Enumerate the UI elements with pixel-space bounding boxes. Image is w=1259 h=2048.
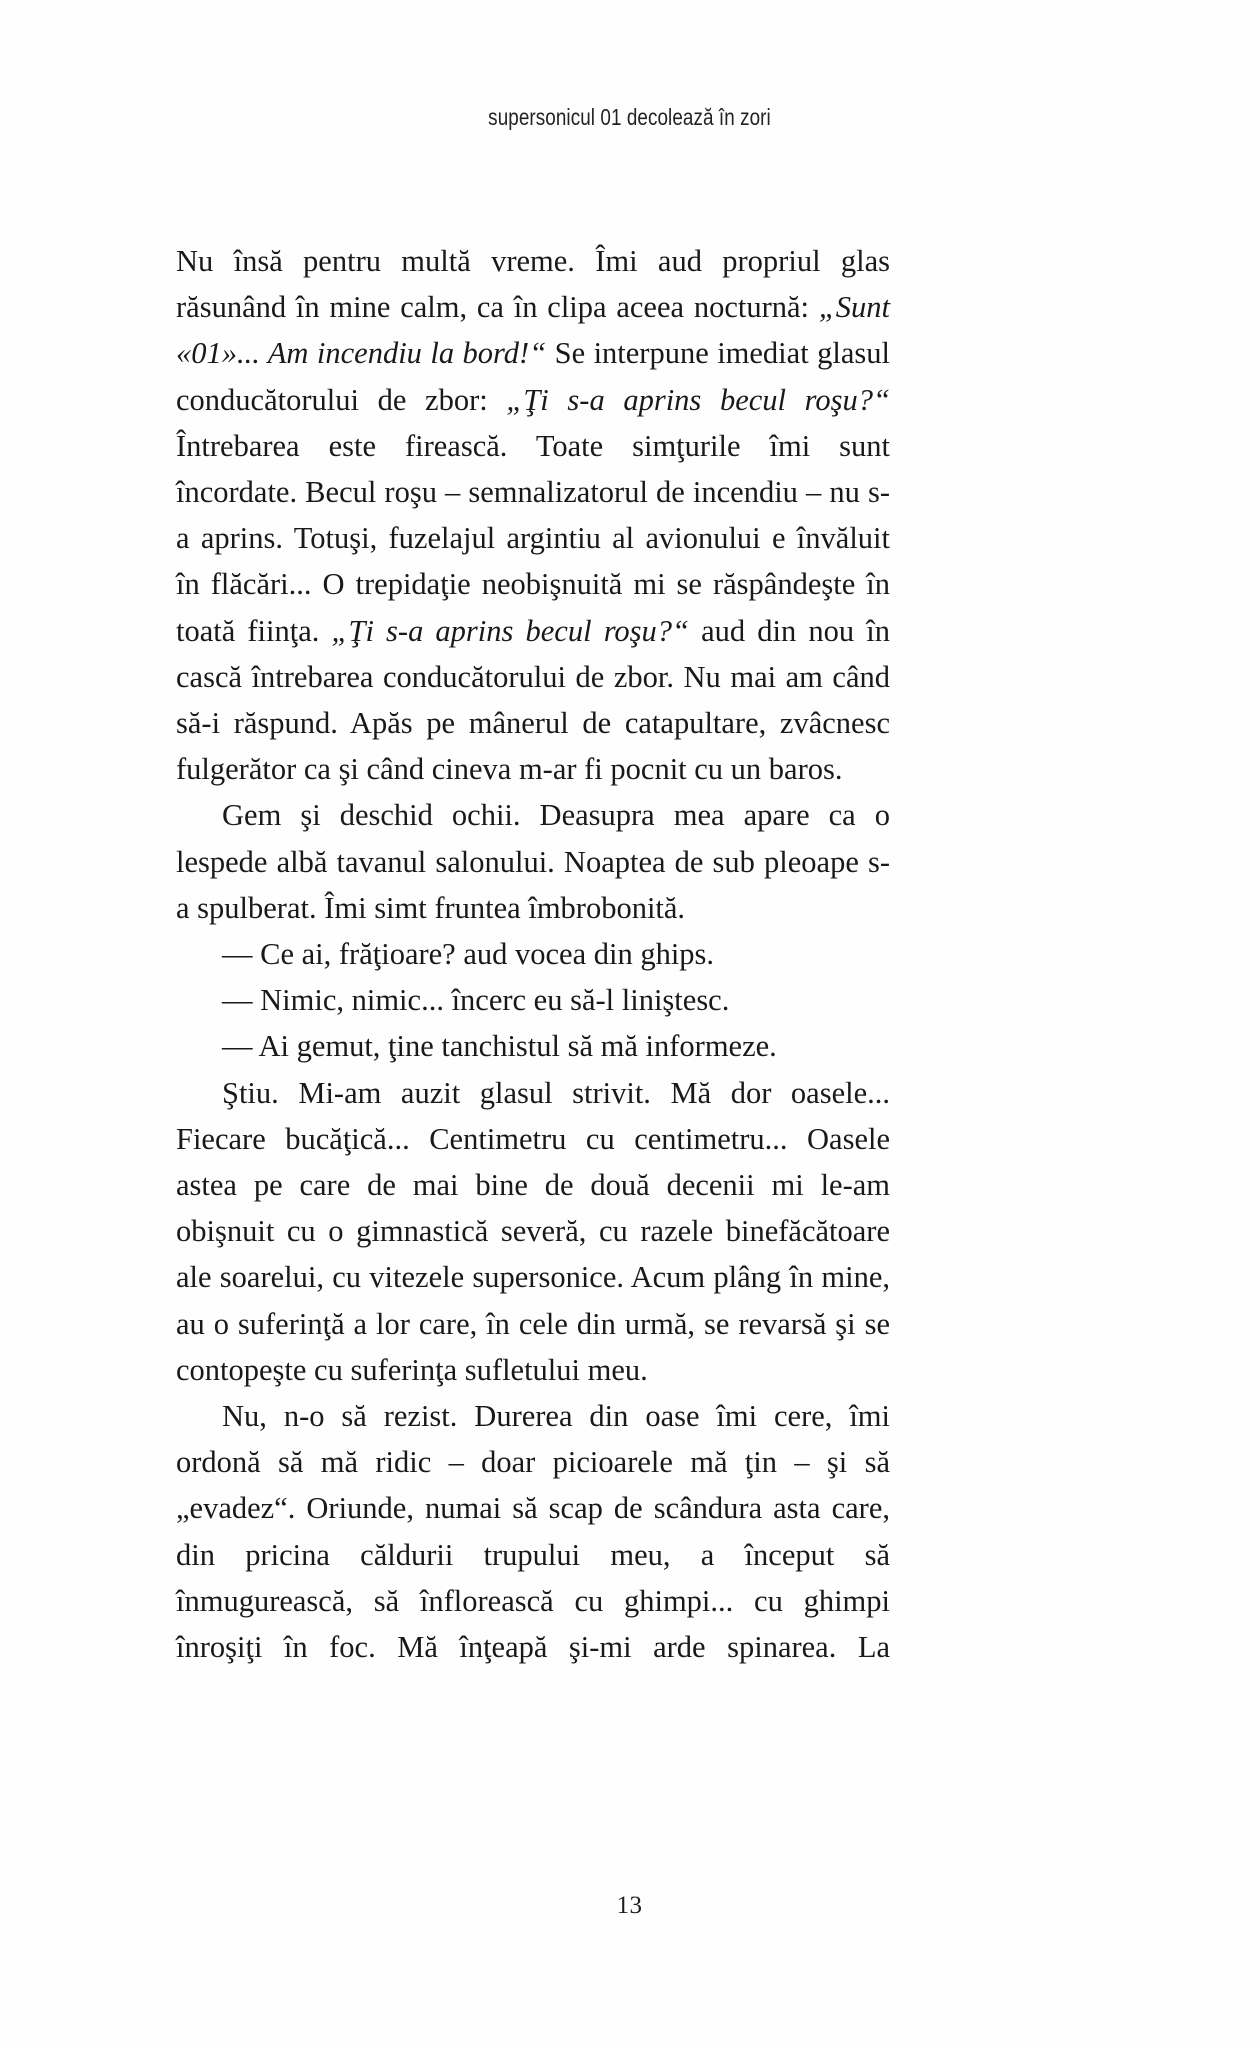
quoted-italic-text: „Ţi s-a aprins becul roşu?“ [331, 613, 690, 648]
body-text-run: Se interpune imediat glasul conducătorului de zbor: [176, 336, 890, 417]
paragraph [176, 792, 890, 931]
body-text-block [176, 238, 890, 1670]
paragraph [176, 931, 890, 977]
running-header: supersonicul 01 decolează în zori [488, 104, 771, 130]
quoted-italic-text: „Sunt «01»... Am incendiu la bord!“ [176, 290, 890, 371]
body-text-run: Nu însă pentru multă vreme. Îmi aud propriul glas răsunând în mine calm, ca în clipa aceea nocturnă: [176, 244, 890, 325]
paragraph [176, 1393, 890, 1670]
body-text-run: — Nimic, nimic... încerc eu să-l liniştesc. [222, 983, 730, 1018]
quoted-italic-text: „Ţi s-a aprins becul roşu?“ [506, 382, 890, 417]
body-text-run: Întrebarea este firească. Toate simţurile îmi sunt încordate. Becul roşu – semnalizatorul de incendiu – nu s-a aprins. Totuşi, fuzelajul argintiu al avionului e învăluit în flăcări... O trepidaţie neobişnuită mi se răspândeşte în toată fiinţa. [176, 428, 890, 648]
body-text-run: — Ai gemut, ţine tanchistul să mă informeze. [222, 1029, 777, 1064]
page-number: 13 [616, 1892, 643, 1919]
paragraph [176, 238, 890, 792]
paragraph [176, 977, 890, 1023]
body-text-run: Nu, n-o să rezist. Durerea din oase îmi cere, îmi ordonă să mă ridic – doar picioarele mă ţin – şi să „evadez“. Oriunde, numai să scap de scândura asta care, din pricina căldurii trupului meu, a început să înmugurească, să înflorească cu ghimpi... cu ghimpi înroşiţi în foc. Mă înţeapă şi-mi arde spinarea. La [176, 1399, 890, 1665]
body-text-run: Gem şi deschid ochii. Deasupra mea apare ca o lespede albă tavanul salonului. Noaptea de sub pleoape s-a spulberat. Îmi simt fruntea îmbrobonită. [176, 798, 890, 925]
body-text-run: aud din nou în cască întrebarea conducătorului de zbor. Nu mai am când să-i răspund. Apăs pe mânerul de catapultare, zvâcnesc fulgerător ca şi când cineva m-ar fi pocnit cu un baros. [176, 613, 890, 787]
body-text-run: Ştiu. Mi-am auzit glasul strivit. Mă dor oasele... Fiecare bucăţică... Centimetru cu centimetru... Oasele astea pe care de mai bine de două decenii mi le-am obişnuit cu o gimnastică severă, cu razele binefăcătoare ale soarelui, cu vitezele supersonice. Acum plâng în mine, au o suferinţă a lor care, în cele din urmă, se revarsă şi se contopeşte cu suferinţa sufletului meu. [176, 1075, 890, 1387]
paragraph [176, 1070, 890, 1393]
paragraph [176, 1023, 890, 1069]
body-text-run: — Ce ai, frăţioare? aud vocea din ghips. [222, 937, 715, 972]
